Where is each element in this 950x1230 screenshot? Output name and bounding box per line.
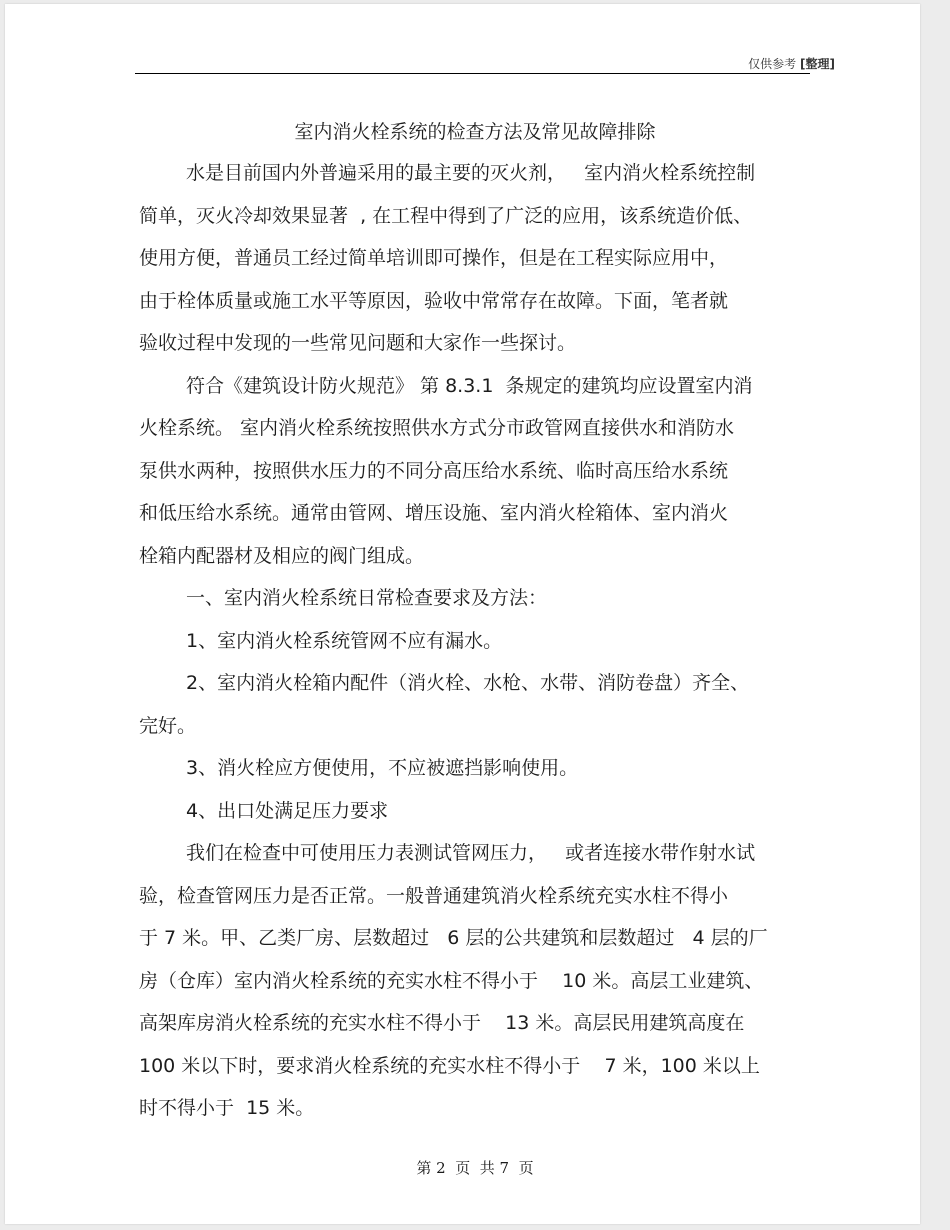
- paragraph-line: 完好。: [139, 715, 197, 737]
- paragraph-line: 符合《建筑设计防火规范》 第 8.3.1 条规定的建筑均应设置室内消: [186, 375, 753, 397]
- paragraph-line: 简单，灭火冷却效果显著 , 在工程中得到了广泛的应用，该系统造价低、: [139, 205, 753, 227]
- document-title: 室内消火栓系统的检查方法及常见故障排除: [294, 121, 656, 143]
- paragraph-line: 水是目前国内外普遍采用的最主要的灭火剂， 室内消火栓系统控制: [186, 162, 756, 184]
- document-page: [5, 4, 920, 1224]
- section-heading: 一、室内消火栓系统日常检查要求及方法：: [186, 587, 548, 609]
- paragraph-line: 和低压给水系统。通常由管网、增压设施、室内消火栓箱体、室内消火: [139, 502, 729, 524]
- header-tag: [整理]: [800, 57, 835, 71]
- page-header: [748, 55, 835, 72]
- list-item: 3、消火栓应方便使用，不应被遮挡影响使用。: [186, 757, 579, 779]
- header-rule: [135, 73, 810, 74]
- paragraph-line: 栓箱内配器材及相应的阀门组成。: [139, 545, 425, 567]
- paragraph-line: 时不得小于 15 米。: [139, 1097, 315, 1119]
- paragraph-line: 我们在检查中可使用压力表测试管网压力， 或者连接水带作射水试: [186, 842, 756, 864]
- paragraph-line: 火栓系统。 室内消火栓系统按照供水方式分市政管网直接供水和消防水: [139, 417, 735, 439]
- paragraph-line: 100 米以下时，要求消火栓系统的充实水柱不得小于 7 米，100 米以上: [139, 1055, 760, 1077]
- paragraph-line: 由于栓体质量或施工水平等原因，验收中常常存在故障。下面，笔者就: [139, 290, 729, 312]
- paragraph-line: 使用方便，普通员工经过简单培训即可操作，但是在工程实际应用中，: [139, 247, 729, 269]
- list-item: 1、室内消火栓系统管网不应有漏水。: [186, 630, 503, 652]
- header-note: 仅供参考: [748, 57, 797, 71]
- paragraph-line: 验收过程中发现的一些常见问题和大家作一些探讨。: [139, 332, 577, 354]
- list-item: 4、出口处满足压力要求: [186, 800, 389, 822]
- paragraph-line: 验，检查管网压力是否正常。一般普通建筑消火栓系统充实水柱不得小: [139, 885, 729, 907]
- paragraph-line: 泵供水两种，按照供水压力的不同分高压给水系统、临时高压给水系统: [139, 460, 729, 482]
- list-item: 2、室内消火栓箱内配件（消火栓、水枪、水带、消防卷盘）齐全、: [186, 672, 750, 694]
- paragraph-line: 房（仓库）室内消火栓系统的充实水柱不得小于 10 米。高层工业建筑、: [139, 970, 764, 992]
- paragraph-line: 高架库房消火栓系统的充实水柱不得小于 13 米。高层民用建筑高度在: [139, 1012, 745, 1034]
- paragraph-line: 于 7 米。甲、乙类厂房、层数超过 6 层的公共建筑和层数超过 4 层的厂: [139, 927, 768, 949]
- page-footer: 第 2 页 共 7 页: [416, 1159, 534, 1177]
